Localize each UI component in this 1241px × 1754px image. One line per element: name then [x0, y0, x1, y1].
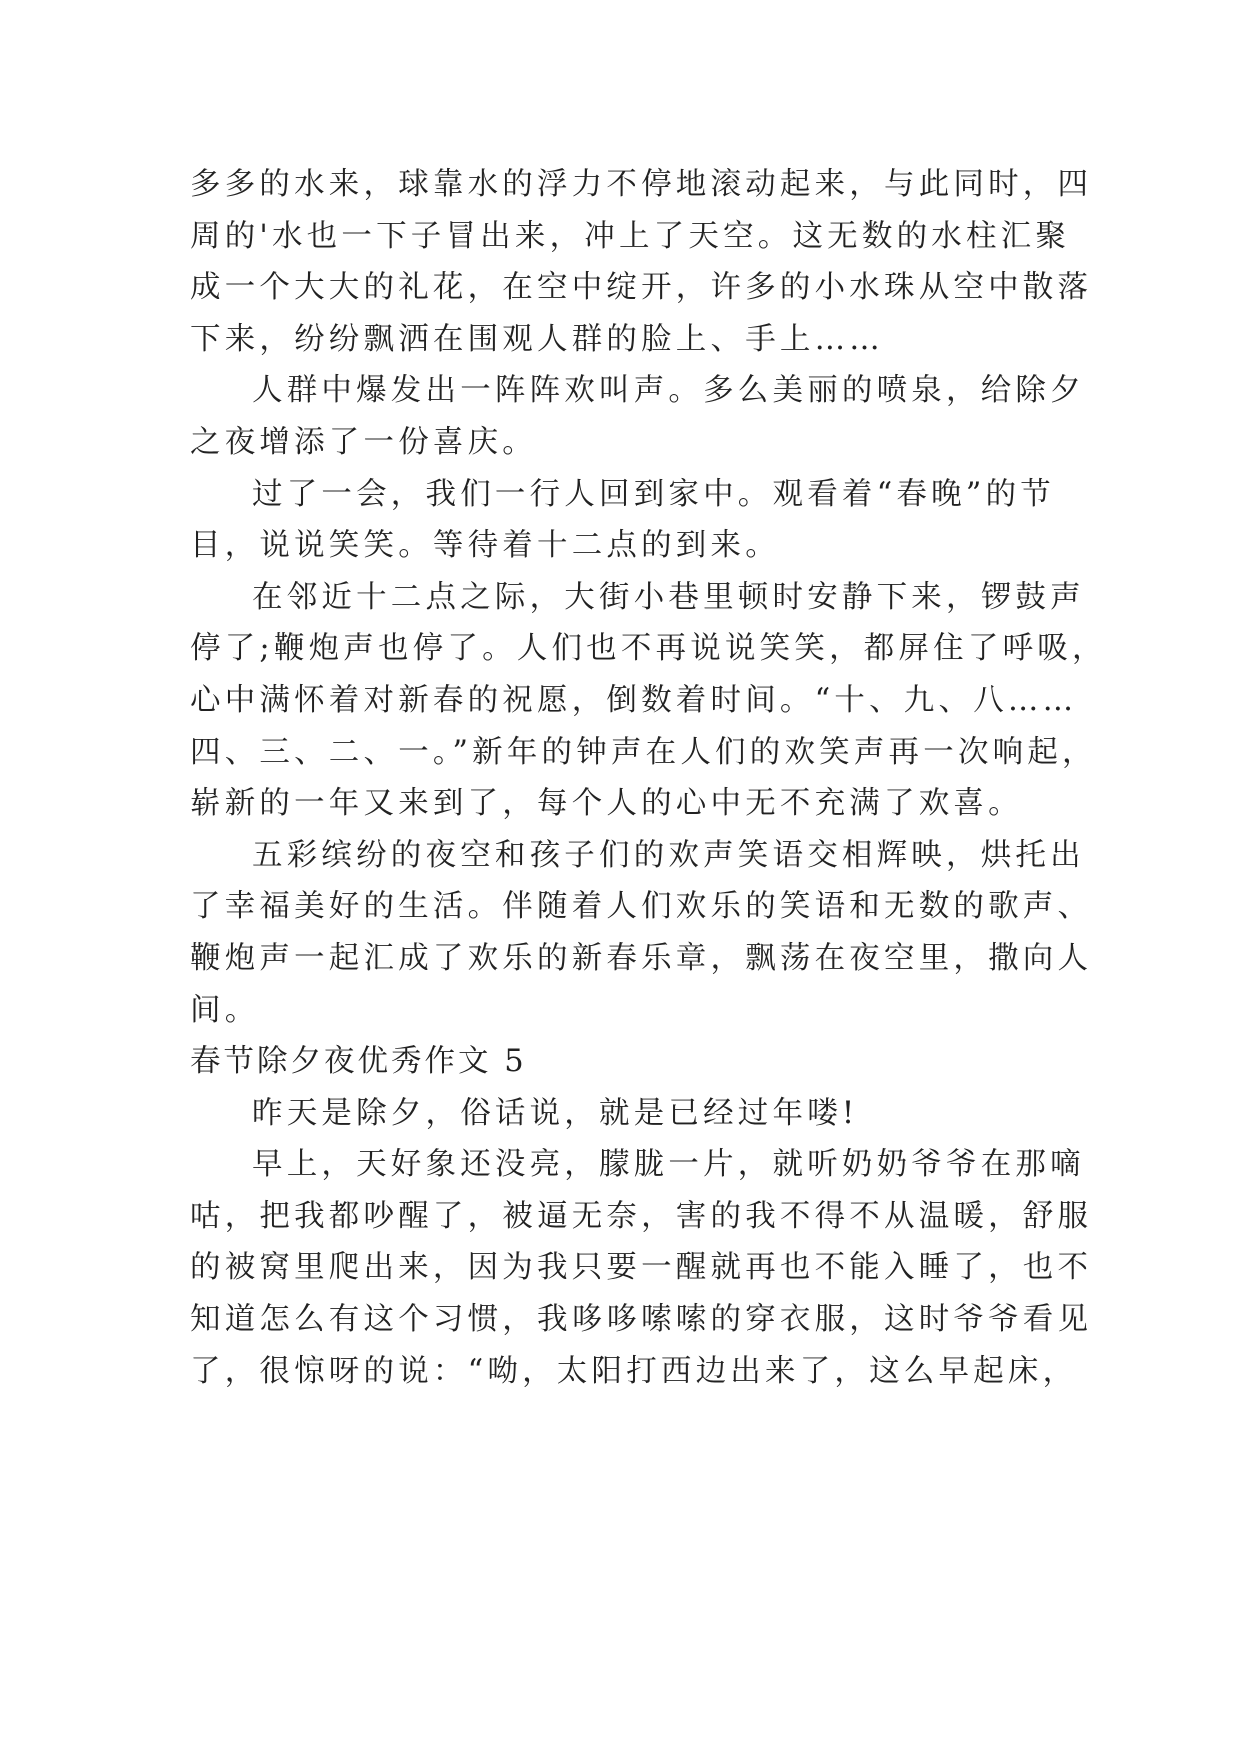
text-line: 多多的水来，球靠水的浮力不停地滚动起来，与此同时，四	[190, 167, 1093, 202]
text-line: 成一个大大的礼花，在空中绽开，许多的小水珠从空中散落	[190, 270, 1093, 306]
text-line: 鞭炮声一起汇成了欢乐的新春乐章，飘荡在夜空里，撒向人	[190, 940, 1093, 976]
text-line: 人群中爆发出一阵阵欢叫声。多么美丽的喷泉，给除夕	[252, 373, 1085, 409]
text-line: 的被窝里爬出来，因为我只要一醒就再也不能入睡了，也不	[190, 1250, 1093, 1286]
paragraph-fountain-continued	[190, 159, 1093, 365]
text-line: 咕，把我都吵醒了，被逼无奈，害的我不得不从温暖，舒服	[190, 1198, 1093, 1234]
essay-heading: 春节除夕夜优秀作文 5	[190, 1044, 527, 1080]
text-line: 了幸福美好的生活。伴随着人们欢乐的笑语和无数的歌声、	[190, 889, 1093, 925]
text-line: 之夜增添了一份喜庆。	[190, 424, 537, 460]
text-line: 下来，纷纷飘洒在围观人群的脸上、手上……	[190, 321, 884, 357]
paragraph-countdown	[190, 572, 1107, 830]
text-line: 昨天是除夕，俗话说，就是已经过年喽!	[252, 1095, 859, 1131]
paragraph-cheers	[190, 365, 1085, 468]
text-line: 间。	[190, 992, 260, 1028]
paragraph-spring-gala	[190, 469, 1055, 572]
text-line: 停了;鞭炮声也停了。人们也不再说说笑笑，都屏住了呼吸，	[190, 631, 1107, 667]
text-line: 了，很惊呀的说：“呦，太阳打西边出来了，这么早起床，	[190, 1353, 1078, 1389]
text-line: 目，说说笑笑。等待着十二点的到来。	[190, 528, 780, 564]
text-line: 五彩缤纷的夜空和孩子们的欢声笑语交相辉映，烘托出	[252, 837, 1085, 873]
text-line: 早上，天好象还没亮，朦胧一片，就听奶奶爷爷在那嘀	[252, 1147, 1085, 1183]
text-line: 过了一会，我们一行人回到家中。观看着“春晚”的节	[252, 476, 1055, 512]
paragraph-new-year-eve	[190, 1088, 1050, 1140]
text-line: 崭新的一年又来到了，每个人的心中无不充满了欢喜。	[190, 786, 1023, 822]
paragraph-morning	[190, 1139, 1093, 1397]
paragraph-night-sky	[190, 830, 1093, 1036]
text-line: 心中满怀着对新春的祝愿，倒数着时间。“十、九、八……	[190, 682, 1078, 718]
essay-body	[190, 159, 1107, 1397]
text-line: 在邻近十二点之际，大街小巷里顿时安静下来，锣鼓声	[252, 579, 1085, 615]
text-line: 知道怎么有这个习惯，我哆哆嗦嗦的穿衣服，这时爷爷看见	[190, 1302, 1093, 1338]
text-line: 四、三、二、一。”新年的钟声在人们的欢笑声再一次响起，	[190, 734, 1097, 770]
text-line: 周的'水也一下子冒出来，冲上了天空。这无数的水柱汇聚	[190, 218, 1071, 254]
